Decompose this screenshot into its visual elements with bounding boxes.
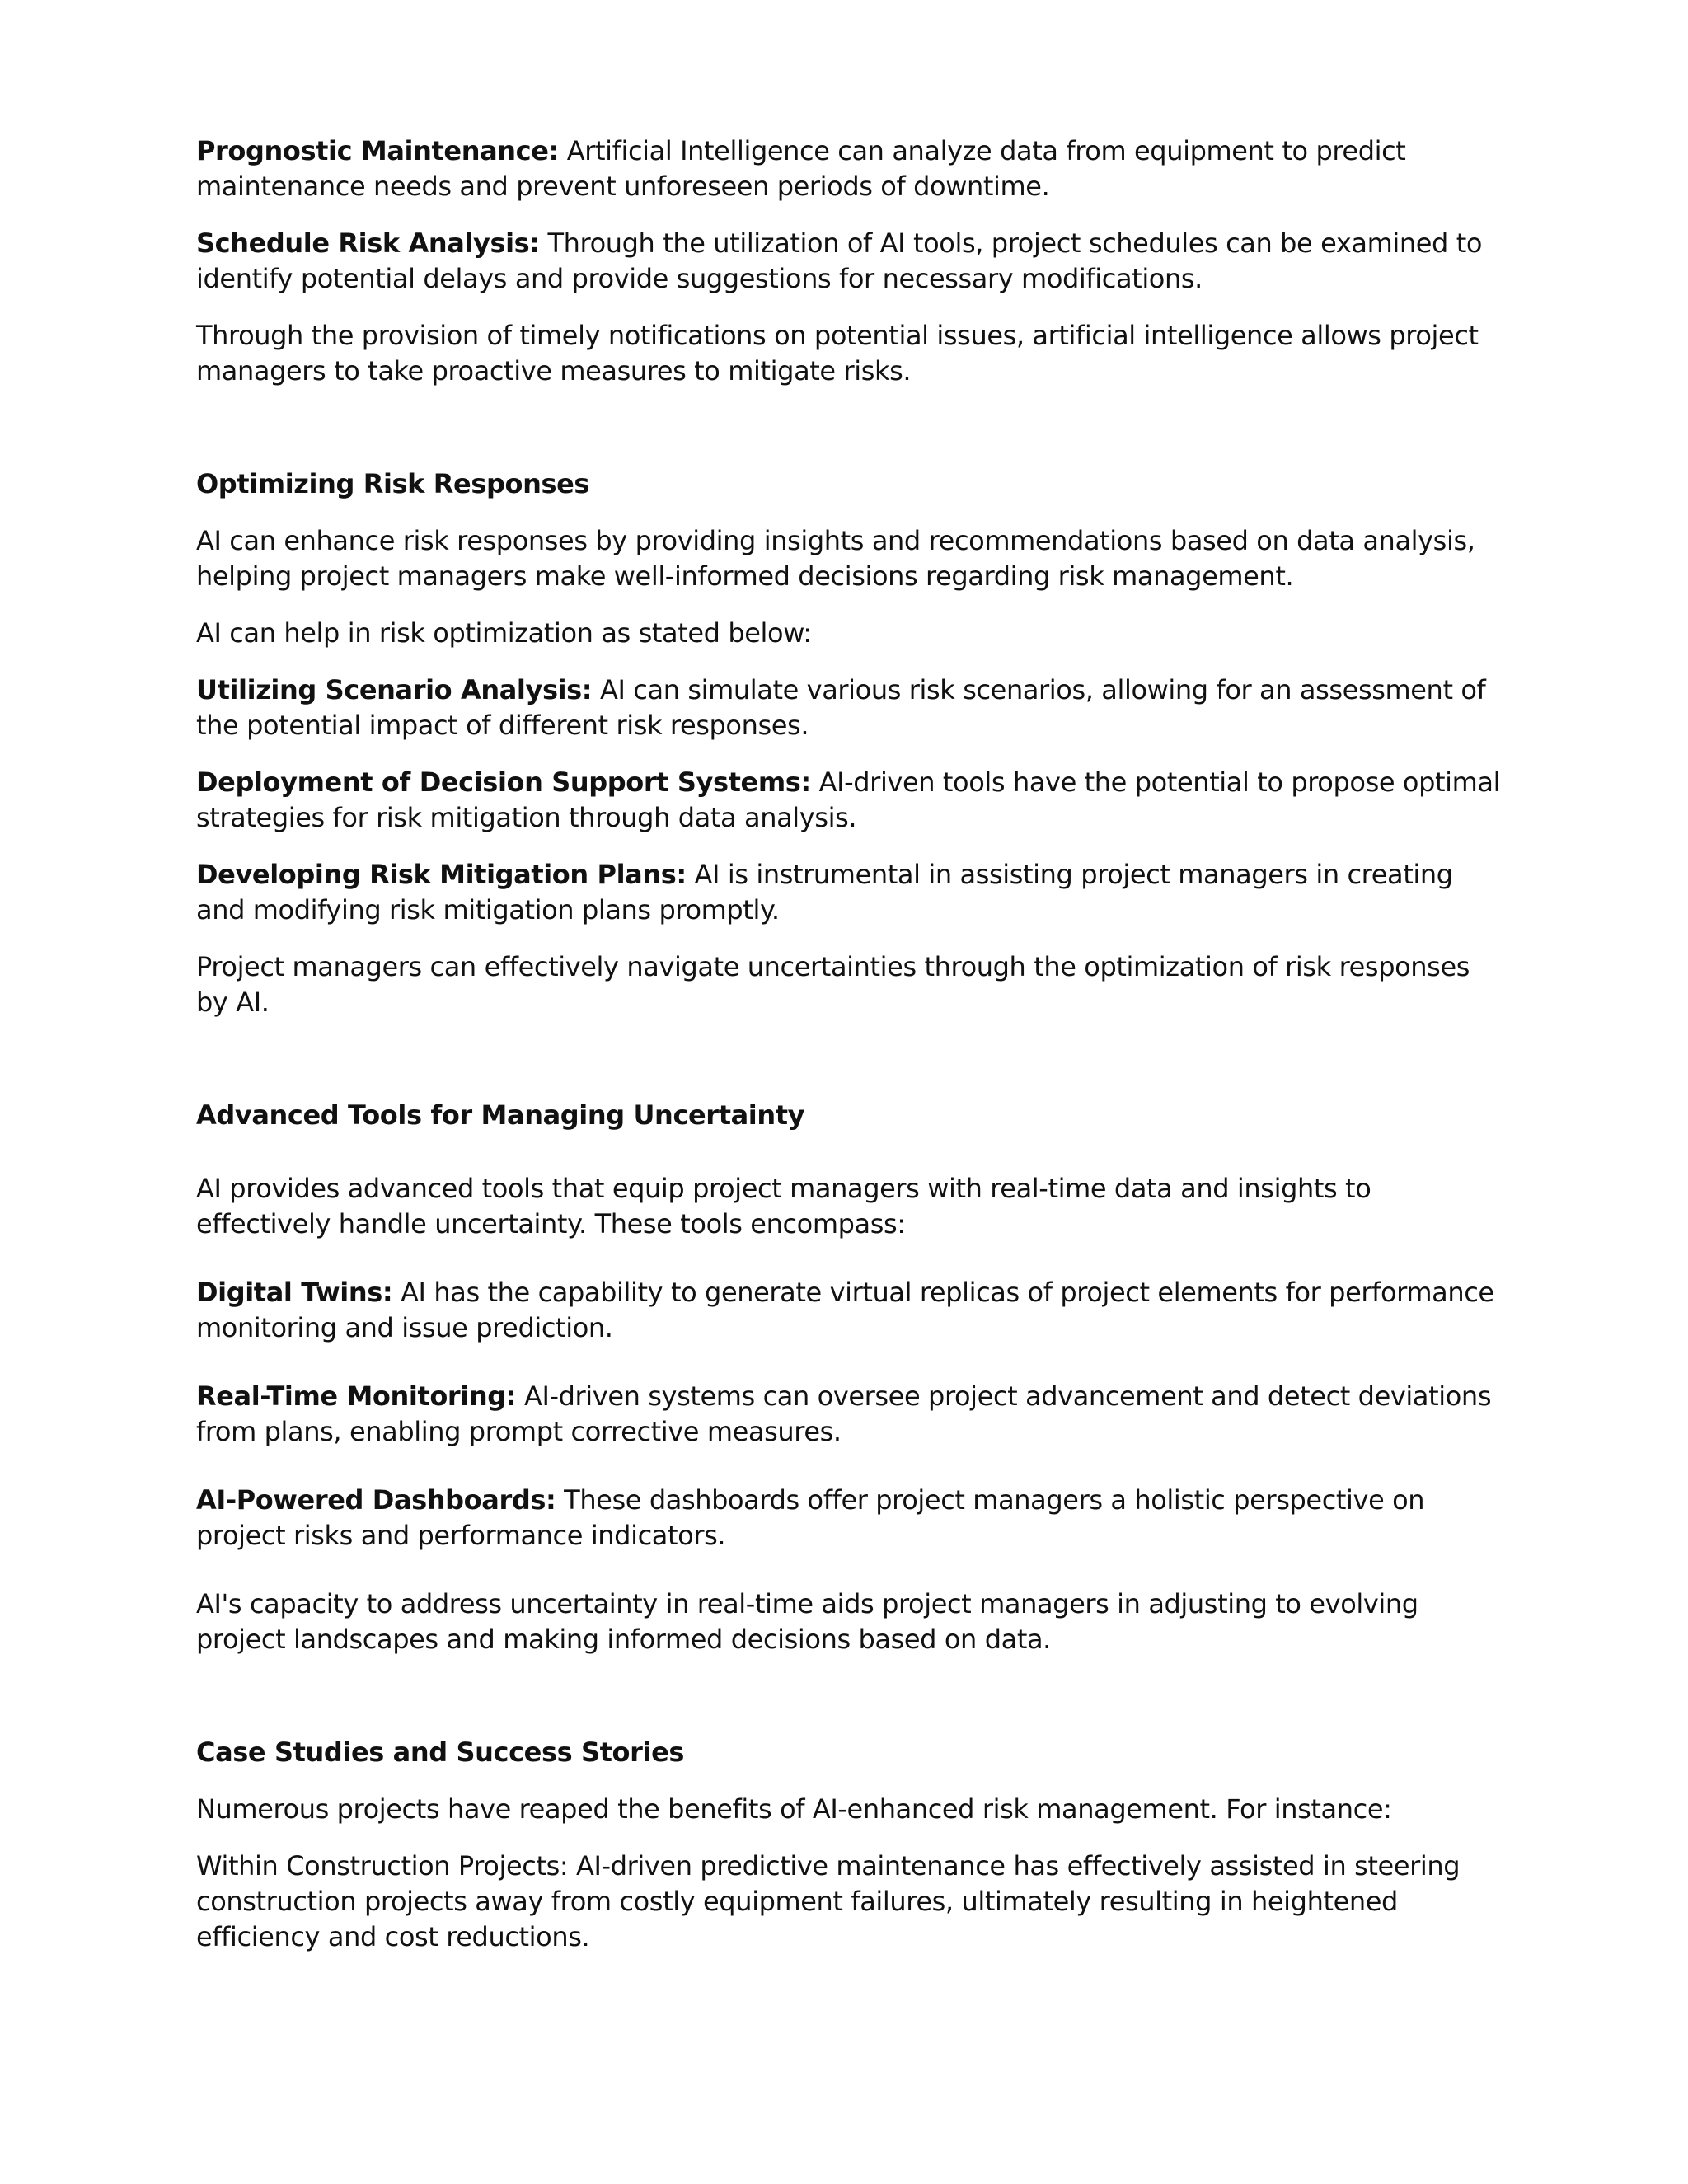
paragraph-text: AI has the capability to generate virtual replicas of project elements for performance monitoring and issue prediction. (196, 1277, 1494, 1343)
paragraph-mitigation-plans (196, 857, 1507, 928)
term-label: Deployment of Decision Support Systems: (196, 766, 811, 798)
paragraph-digital-twins (196, 1275, 1507, 1346)
paragraph-text: AI can enhance risk responses by providing insights and recommendations based on data analysis, helping project managers make well-informed decisions regarding risk management. (196, 525, 1475, 592)
paragraph-risk-optimization-intro (196, 616, 1507, 651)
paragraph-real-time-monitoring (196, 1379, 1507, 1450)
paragraph-text: AI can simulate various risk scenarios, allowing for an assessment of the potential impact of different risk responses. (196, 674, 1486, 741)
paragraph-construction-projects (196, 1849, 1507, 1955)
term-label: Real-Time Monitoring: (196, 1380, 517, 1412)
paragraph-enhance-risk-responses (196, 523, 1507, 594)
paragraph-text: AI-driven tools have the potential to propose optimal strategies for risk mitigation through data analysis. (196, 766, 1501, 833)
paragraph-text: AI can help in risk optimization as stated below: (196, 617, 812, 649)
section-heading-case-studies: Case Studies and Success Stories (196, 1736, 685, 1768)
section-heading-optimizing-risk-responses: Optimizing Risk Responses (196, 468, 590, 499)
term-label: Prognostic Maintenance: (196, 135, 559, 166)
term-label: Developing Risk Mitigation Plans: (196, 859, 687, 890)
term-label: Utilizing Scenario Analysis: (196, 674, 593, 705)
paragraph-ai-powered-dashboards (196, 1483, 1507, 1554)
paragraph-real-time-uncertainty (196, 1586, 1507, 1657)
paragraph-decision-support (196, 765, 1507, 836)
section-heading-advanced-tools: Advanced Tools for Managing Uncertainty (196, 1099, 805, 1131)
paragraph-text: Through the provision of timely notifications on potential issues, artificial intelligence allows project managers to take proactive measures to mitigate risks. (196, 320, 1479, 387)
paragraph-scenario-analysis (196, 673, 1507, 743)
paragraph-schedule-risk-analysis (196, 226, 1507, 297)
paragraph-text: Project managers can effectively navigate uncertainties through the optimization of risk responses by AI. (196, 951, 1470, 1018)
paragraph-advanced-tools-intro (196, 1171, 1507, 1242)
paragraph-text: Through the utilization of AI tools, project schedules can be examined to identify potential delays and provide suggestions for necessary modifications. (196, 227, 1483, 294)
document-body (196, 134, 1507, 1955)
paragraph-text: Artificial Intelligence can analyze data from equipment to predict maintenance needs and prevent unforeseen periods of downtime. (196, 135, 1406, 202)
paragraph-prognostic-maintenance (196, 134, 1507, 204)
term-label: AI-Powered Dashboards: (196, 1484, 556, 1516)
paragraph-text: AI's capacity to address uncertainty in real-time aids project managers in adjusting to evolving project landscapes and making informed decisions based on data. (196, 1588, 1418, 1655)
paragraph-text: AI-driven systems can oversee project advancement and detect deviations from plans, enabling prompt corrective measures. (196, 1380, 1492, 1447)
paragraph-navigate-uncertainties (196, 949, 1507, 1020)
paragraph-text: Numerous projects have reaped the benefits of AI-enhanced risk management. For instance: (196, 1793, 1392, 1825)
term-label: Schedule Risk Analysis: (196, 227, 540, 259)
paragraph-timely-notifications (196, 318, 1507, 389)
paragraph-text: These dashboards offer project managers a holistic perspective on project risks and performance indicators. (196, 1484, 1425, 1551)
paragraph-case-studies-intro (196, 1792, 1507, 1827)
paragraph-text: Within Construction Projects: AI-driven predictive maintenance has effectively assisted in steering construction projects away from costly equipment failures, ultimately resulting in heightened efficiency and cost reductions. (196, 1850, 1461, 1952)
paragraph-text: AI is instrumental in assisting project managers in creating and modifying risk mitigation plans promptly. (196, 859, 1453, 926)
paragraph-text: AI provides advanced tools that equip project managers with real-time data and insights to effectively handle uncertainty. These tools encompass: (196, 1173, 1372, 1240)
term-label: Digital Twins: (196, 1277, 393, 1308)
